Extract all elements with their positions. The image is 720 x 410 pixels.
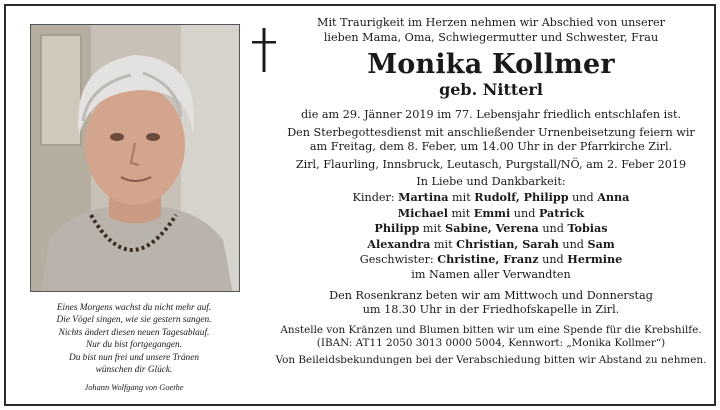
mourner-line [256,206,720,222]
mourner-text: mit [448,190,475,204]
mourner-line [256,190,720,206]
mourner-text: Kinder: [352,190,399,204]
mourner-name: Emmi [473,205,511,220]
mourner-name: Hermine [567,252,623,267]
donation-line: (IBAN: AT11 2050 3013 0000 5004, Kennwort: „Monika Kollmer“) [316,337,666,350]
obituary-card [4,4,716,406]
mourner-text: mit [419,222,446,236]
rosary-line: um 18.30 Uhr in der Friedhofskapelle in Zirl. [362,303,620,317]
mourner-name: Michael [397,205,448,220]
donation-line: Anstelle von Kränzen und Blumen bitten wir um eine Spende für die Krebshilfe. [280,323,702,336]
mourner-text: und [558,237,588,251]
poem-line: wünschen dir Glück. [95,365,173,376]
mourner-text: und [538,253,568,267]
mourner-text: und [538,222,568,236]
intro-text [256,16,720,45]
notice-text [256,16,720,368]
mourner-name: Sam [587,236,615,251]
mourner-name: Tobias [567,221,608,236]
poem-author: Johann Wolfgang von Goethe [84,383,184,393]
maiden-name: geb. Nitterl [439,80,543,99]
portrait-photo [30,24,240,292]
poem [24,302,244,395]
intro-line: lieben Mama, Oma, Schwiegermutter und Schwester, Frau [323,30,659,44]
mourner-line [256,221,720,237]
mourner-name: Martina [398,189,449,204]
poem-line: Die Vögel singen, wie sie gestern sangen. [56,315,212,326]
mourner-name: Patrick [538,205,585,220]
mourners-heading: In Liebe und Dankbarkeit: [416,175,566,189]
mourner-name: Rudolf, Philipp [474,189,569,204]
mourner-name: Philipp [374,221,420,236]
mourner-name: Sabine, Verena [445,221,539,236]
mourner-name: Christine, Franz [437,252,539,267]
mourner-text: mit [448,206,474,220]
poem-line: Eines Morgens wachst du nicht mehr auf. [56,303,212,313]
mourners-list [256,190,720,283]
poem-line: Nur du bist fortgegangen. [85,340,183,351]
mourner-line [256,237,720,253]
poem-line: Du bist nun frei und unsere Tränen [69,352,199,363]
intro-line: Mit Traurigkeit im Herzen nehmen wir Abschied von unserer [317,16,665,29]
death-notice: die am 29. Jänner 2019 im 77. Lebensjahr friedlich entschlafen ist. [300,108,682,121]
place-date: Zirl, Flaurling, Innsbruck, Leutasch, Purgstall/NÖ, am 2. Feber 2019 [295,157,687,171]
poem-line: Nichts ändert diesen neuen Tagesablauf. [58,327,210,338]
condolence-line: Von Beileidsbekundungen bei der Verabschiedung bitten wir Abstand zu nehmen. [275,353,707,366]
mourner-line [256,252,720,268]
mourner-text: im Namen aller Verwandten [411,267,571,281]
rosary-line: Den Rosenkranz beten wir am Mittwoch und Donnerstag [329,288,653,302]
mourner-text: und [568,190,598,204]
service-line: Den Sterbegottesdienst mit anschließender Urnenbeisetzung feiern wir [287,125,695,139]
service-line: am Freitag, dem 8. Feber, um 14.00 Uhr in der Pfarrkirche Zirl. [309,140,673,154]
mourner-text: und [510,206,539,220]
mourner-line [256,268,720,283]
mourner-text: Geschwister: [359,253,438,267]
mourner-name: Alexandra [367,236,431,251]
mourner-name: Christian, Sarah [456,236,559,251]
deceased-name: Monika Kollmer [367,49,615,80]
mourner-name: Anna [597,189,630,204]
mourner-text: mit [430,237,457,251]
